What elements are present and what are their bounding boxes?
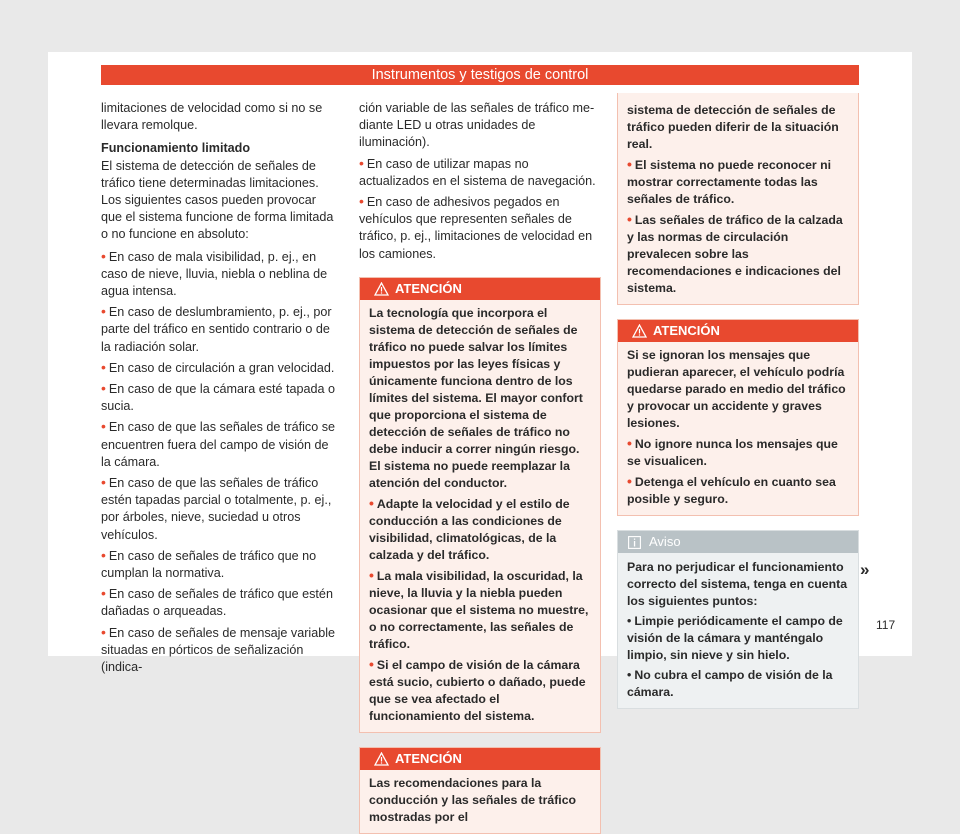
warning-text: Las recomendaciones para la conducción y las señales de tráfico mostradas por el bbox=[369, 775, 577, 824]
list-item: • Adapte la velocidad y el estilo de conducción a las condiciones de visibilidad, climatológicas, de la calzada y del tráfico. bbox=[369, 494, 570, 562]
list-item: • No ignore nunca los mensajes que se visualicen. bbox=[627, 435, 838, 468]
list-item: • En caso de señales de tráfico que no cumplan la normativa. bbox=[101, 546, 317, 581]
bullet-icon: • bbox=[101, 380, 106, 397]
list-item: • En caso de deslumbramiento, p. ej., por parte del tráfico en sentido contrario o de la radiación solar. bbox=[101, 303, 332, 354]
warning-header bbox=[360, 278, 600, 300]
warning-title: ATENCIÓN bbox=[653, 323, 720, 338]
bullet-icon: • bbox=[359, 154, 364, 171]
page-header: Instrumentos y testigos de control bbox=[101, 65, 859, 85]
list-item: • En caso de adhesivos pegados en vehículos que representen señales de tráfico, p. ej., limitaciones de velocidad en los camiones. bbox=[359, 193, 593, 261]
list-item: • Limpie periódicamente el campo de visión de la cámara y manténgalo limpio, sin nieve y sin hielo. bbox=[627, 614, 843, 662]
bullet-icon: • bbox=[369, 566, 374, 583]
bullet-icon: • bbox=[101, 623, 106, 640]
bullet-icon: • bbox=[101, 303, 106, 320]
warning-box-continued bbox=[617, 93, 859, 305]
list-item: • En caso de que la cámara esté tapada o sucia. bbox=[101, 380, 336, 414]
bullet-icon: • bbox=[627, 668, 632, 682]
warning-triangle-icon bbox=[632, 324, 647, 338]
warning-text: sistema de detección de señales de tráfico pueden diferir de la situación real. bbox=[627, 103, 839, 151]
list-item: • En caso de que las señales de tráfico se encuentren fuera del campo de visión de la cámara. bbox=[101, 418, 336, 469]
list-item: • En caso de que las señales de tráfico estén tapadas parcial o totalmente, p. ej., por árboles, nieve, suciedad u otros vehículos. bbox=[101, 474, 332, 542]
notice-header bbox=[618, 531, 858, 553]
bullet-icon: • bbox=[627, 614, 632, 628]
column-2 bbox=[359, 100, 601, 834]
list-item: • El sistema no puede reconocer ni mostrar correctamente todas las señales de tráfico. bbox=[627, 156, 832, 206]
list-item: • En caso de circulación a gran velocidad. bbox=[101, 358, 335, 375]
list-item: • En caso de señales de mensaje variable situadas en pórticos de señalización (indica- bbox=[101, 623, 336, 675]
warning-box bbox=[617, 319, 859, 516]
bullet-icon: • bbox=[359, 193, 364, 210]
continue-marker: » bbox=[860, 560, 870, 579]
warning-triangle-icon bbox=[374, 752, 389, 766]
notice-text: Para no perjudicar el funcionamiento correcto del sistema, tenga en cuenta los siguientes puntos: bbox=[627, 560, 848, 608]
column-3 bbox=[617, 93, 859, 709]
bullet-icon: • bbox=[101, 474, 106, 491]
bullet-icon: • bbox=[101, 247, 106, 264]
bullet-icon: • bbox=[369, 494, 374, 511]
bullet-icon: • bbox=[627, 435, 632, 451]
bullet-icon: • bbox=[101, 546, 106, 563]
section-heading: Funcionamiento limitado bbox=[101, 141, 251, 156]
warning-text: La tecnología que incorpora el sistema de detección de señales de tráfico no puede salvar los límites impuestos por las leyes físicas y únicamente funciona dentro de los límites del sistema. El mayor confort que proporciona el sistema de detección de señales de tráfico no debe inducir a correr ningún riesgo. El sistema no puede reemplazar la atención del conductor. bbox=[369, 305, 583, 490]
bullet-icon: • bbox=[101, 358, 106, 375]
warning-header bbox=[618, 320, 858, 342]
section-paragraph: El sistema de detección de señales de tráfico tiene determinadas limitaciones. Los siguientes casos pueden provocar que el sistema funcione de forma limitada o no funcione en absoluto: bbox=[101, 158, 334, 242]
warning-box bbox=[359, 747, 601, 834]
bullet-icon: • bbox=[627, 473, 632, 489]
warning-title: ATENCIÓN bbox=[395, 280, 462, 296]
list-item: • La mala visibilidad, la oscuridad, la nieve, la lluvia y la niebla pueden ocasionar que el sistema no muestre, o no correctamente, las señales de tráfico. bbox=[369, 566, 589, 651]
list-item: • Si el campo de visión de la cámara está sucio, cubierto o dañado, puede que se vea afectado el funcionamiento del sistema. bbox=[369, 655, 586, 723]
column-1 bbox=[101, 100, 339, 676]
intro-text: limitaciones de velocidad como si no se llevara remolque. bbox=[101, 101, 323, 133]
warning-title: ATENCIÓN bbox=[395, 750, 462, 766]
warning-text: Si se ignoran los mensajes que pudieran aparecer, el vehículo podría quedarse parado en medio del tráfico y provocar un accidente y graves lesiones. bbox=[627, 348, 846, 430]
list-item: • No cubra el campo de visión de la cámara. bbox=[627, 668, 833, 699]
info-icon bbox=[628, 536, 641, 549]
continued-text: ción variable de las señales de tráfico mediante LED u otras unidades de iluminación). bbox=[359, 101, 595, 150]
list-item: • En caso de utilizar mapas no actualizados en el sistema de navegación. bbox=[359, 154, 596, 188]
warning-triangle-icon bbox=[374, 282, 389, 296]
bullet-icon: • bbox=[101, 585, 106, 602]
list-item: • En caso de señales de tráfico que estén dañadas o arqueadas. bbox=[101, 585, 333, 619]
page-number: 117 bbox=[876, 618, 896, 632]
bullet-icon: • bbox=[101, 418, 106, 435]
warning-header bbox=[360, 748, 600, 770]
bullet-icon: • bbox=[627, 211, 632, 227]
notice-title: Aviso bbox=[649, 534, 681, 549]
warning-box bbox=[359, 277, 601, 733]
notice-box bbox=[617, 530, 859, 709]
bullet-icon: • bbox=[627, 156, 632, 172]
list-item: • Las señales de tráfico de la calzada y las normas de circulación prevalecen sobre las recomendaciones e indicaciones del sistema. bbox=[627, 211, 843, 295]
list-item: • Detenga el vehículo en cuanto sea posible y seguro. bbox=[627, 473, 836, 506]
list-item: • En caso de mala visibilidad, p. ej., en caso de nieve, lluvia, niebla o neblina de agua intensa. bbox=[101, 247, 328, 299]
bullet-icon: • bbox=[369, 655, 374, 672]
